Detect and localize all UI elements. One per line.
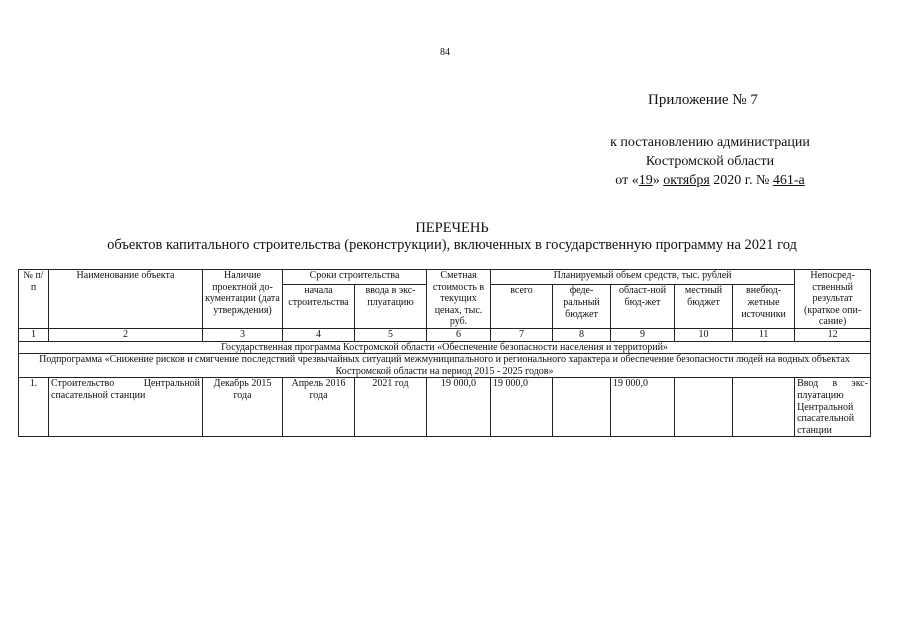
decree-reference [560,133,860,190]
header-extrabudget: внебюд-жетные источники [733,285,795,329]
col-number: 3 [203,328,283,341]
header-no: № п/п [19,270,49,329]
decree-date-mid1: » [652,173,664,188]
row-name: Строительство Центральной спасательной станции [49,378,203,437]
subprogram-title: Подпрограмма «Снижение рисков и смягчение последствий чрезвычайных ситуаций межмуниципального и регионального характера и обеспечение безопасности людей на водных объектах Костромской области на период 2015 - 2025 годов» [19,354,871,378]
decree-day: 19 [638,173,653,188]
decree-line-2: Костромской области [645,154,775,169]
row-start: Апрель 2016 года [283,378,355,437]
col-number: 9 [611,328,675,341]
col-number: 11 [733,328,795,341]
header-local: местный бюджет [675,285,733,329]
row-regional: 19 000,0 [611,378,675,437]
header-total: всего [491,285,553,329]
document-title: ПЕРЕЧЕНЬ [415,220,489,236]
col-number: 12 [795,328,871,341]
row-total: 19 000,0 [491,378,553,437]
header-planned: Планируемый объем средств, тыс. рублей [491,270,795,285]
table-row [19,378,871,437]
document-subtitle: объектов капитального строительства (реконструкции), включенных в государственную программу на 2021 год [107,237,797,253]
header-regional: област-ной бюд-жет [611,285,675,329]
header-docs: Наличие проектной до-кументации (дата утверждения) [203,270,283,329]
col-number: 1 [19,328,49,341]
header-start: начала строительства [283,285,355,329]
program-row [19,341,871,354]
col-number: 6 [427,328,491,341]
row-local [675,378,733,437]
header-cost: Сметная стоимость в текущих ценах, тыс. руб. [427,270,491,329]
column-number-row [19,328,871,341]
decree-date-pre: от « [615,173,639,188]
decree-line-1: к постановлению администрации [610,135,810,150]
program-title: Государственная программа Костромской области «Обеспечение безопасности населения и территорий» [19,341,871,354]
col-number: 8 [553,328,611,341]
decree-number: 461-а [772,173,805,188]
row-docs: Декабрь 2015 года [203,378,283,437]
col-number: 5 [355,328,427,341]
row-cost: 19 000,0 [427,378,491,437]
appendix-label: Приложение № 7 [648,92,758,108]
row-federal [553,378,611,437]
row-result: Ввод в экс-плуатацию Центральной спасательной станции [795,378,871,437]
col-number: 2 [49,328,203,341]
col-number: 4 [283,328,355,341]
row-extrabudget [733,378,795,437]
objects-table [18,269,871,437]
col-number: 7 [491,328,553,341]
decree-date-mid2: 2020 г. № [709,173,773,188]
decree-month: октября [663,173,710,188]
decree-date-line [560,171,860,190]
col-number: 10 [675,328,733,341]
header-commission: ввода в экс-плуатацию [355,285,427,329]
header-name: Наименование объекта [49,270,203,329]
header-result: Непосред-ственный результат (краткое опи-сание) [795,270,871,329]
header-row-1 [19,270,871,285]
row-commission: 2021 год [355,378,427,437]
row-no: 1. [19,378,49,437]
header-federal: феде-ральный бюджет [553,285,611,329]
subprogram-row [19,354,871,378]
page-number: 84 [440,47,450,58]
header-terms: Сроки строительства [283,270,427,285]
